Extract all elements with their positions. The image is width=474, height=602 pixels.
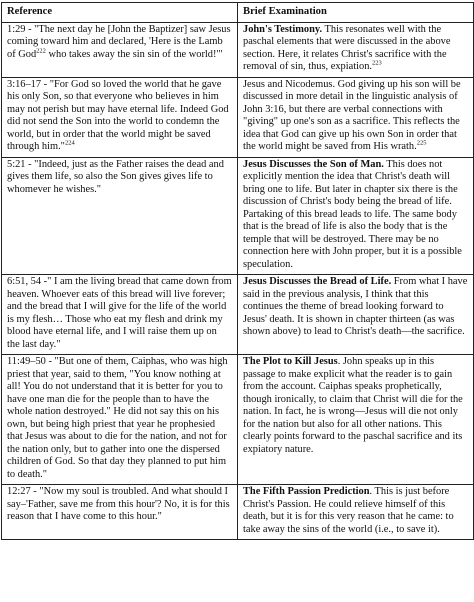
- footnote-marker: 223: [372, 59, 382, 67]
- footnote-marker: 224: [64, 139, 75, 147]
- reference-text: 5:21 - "Indeed, just as the Father raises the dead and gives them life, so also the Son gives gives life to whomever he wishes.": [7, 158, 224, 195]
- examination-title: The Plot to Kill Jesus: [243, 356, 338, 367]
- examination-cell: [238, 355, 474, 485]
- reference-text: 3:16–17 - "For God so loved the world that he gave his only Son, so that everyone who believes in him may not perish but may have eternal life. Indeed God did not send the Son into the world to condemn the world, but in order that the world might be saved through him.": [7, 78, 229, 152]
- reference-text-tail: who takes away the sin sin of the world!'": [45, 48, 223, 60]
- reference-table: [1, 2, 474, 540]
- reference-text: 1:29 - "The next day he [John the Baptizer] saw Jesus coming toward him and declared, 'Here is the Lamb of God: [7, 23, 231, 60]
- footnote-marker: 225: [416, 139, 427, 147]
- examination-text: Jesus and Nicodemus. God giving up his son will be discussed in more detail in the linguistic analysis of John 3:16, but there are verbal connections with "giving" up one's son as a sacrifice. This reflects the idea that God can give up his own Son in order that the world might be saved from His wrath.: [243, 78, 461, 152]
- examination-cell: [238, 22, 474, 77]
- table-row: [2, 157, 474, 275]
- table-row: [2, 275, 474, 355]
- reference-cell: [2, 77, 238, 157]
- examination-text: This resonates well with the paschal elements that were discussed in the above section. Here, it relates Christ's sacrifice with the removal of sin, thus, expiation.: [243, 23, 451, 72]
- examination-cell: [238, 157, 474, 275]
- table-row: [2, 485, 474, 540]
- header-brief-examination: Brief Examination: [238, 3, 474, 23]
- reference-text: 12:27 - "Now my soul is troubled. And what should I say–'Father, save me from this hour'? No, it is for this reason that I have come to this hour.": [7, 486, 230, 522]
- header-row: [2, 3, 474, 23]
- reference-text: 11:49–50 - "But one of them, Caiphas, who was high priest that year, said to them, "You know nothing at all! You do not understand that it is better for you to have one man die for the people than to have the whole nation destroyed." He did not say this on his own, but being high priest that year he prophesied that Jesus was about to die for the nation, and not for the nation only, but to gather into one the dispersed children of God. So that day they planned to put him to death.": [7, 356, 228, 480]
- examination-cell: [238, 275, 474, 355]
- examination-title: John's Testimony.: [243, 23, 323, 35]
- examination-text: . This is just before Christ's Passion. He could relieve himself of this death, but it is for this very reason that he came: to take away the sins of the world (i.e., to save it).: [243, 486, 454, 535]
- examination-text: From what I have said in the previous analysis, I think that this continues the theme of bread looking forward to Jesus' death. It is shown in chapter thirteen (as was shown above) to lead to Christ's death—the sacrifice.: [243, 276, 468, 337]
- table-row: [2, 22, 474, 77]
- reference-cell: [2, 485, 238, 540]
- examination-text: . John speaks up in this passage to make explicit what the reader is to gain from the account. Caiphas speaks prophetically, though ironically, to claim that Christ will die for the nation. In fact, he is wrong—Jesus will die not only for the nation but also for all other nations. This clearly points forward to the paschal sacrifice and its expiatory nature.: [243, 356, 463, 455]
- header-reference: Reference: [2, 3, 238, 23]
- reference-text: 6:51, 54 -" I am the living bread that came down from heaven. Whoever eats of this bread will live forever; and the bread that I will give for the life of the world is my flesh… Those who eat my flesh and drink my blood have eternal life, and I will raise them up on the last day.": [7, 276, 232, 350]
- table-row: [2, 355, 474, 485]
- reference-cell: [2, 275, 238, 355]
- examination-title: Jesus Discusses the Son of Man.: [243, 158, 384, 170]
- examination-title: Jesus Discusses the Bread of Life.: [243, 276, 392, 287]
- examination-cell: [238, 77, 474, 157]
- reference-cell: [2, 22, 238, 77]
- reference-cell: [2, 157, 238, 275]
- reference-cell: [2, 355, 238, 485]
- table-row: [2, 77, 474, 157]
- examination-cell: [238, 485, 474, 540]
- footnote-marker: 222: [36, 47, 46, 55]
- examination-title: The Fifth Passion Prediction: [243, 486, 370, 497]
- examination-text: This does not explicitly mention the idea that Christ's death will bring one to life. But later in chapter six there is the discussion of Christ's body being the bread of life. Partaking of this bread leads to life. The same body that is the bread of life is also the body that is the temple that will be destroyed. There may be no connection here with John proper, but it is a possible speculation.: [243, 158, 462, 270]
